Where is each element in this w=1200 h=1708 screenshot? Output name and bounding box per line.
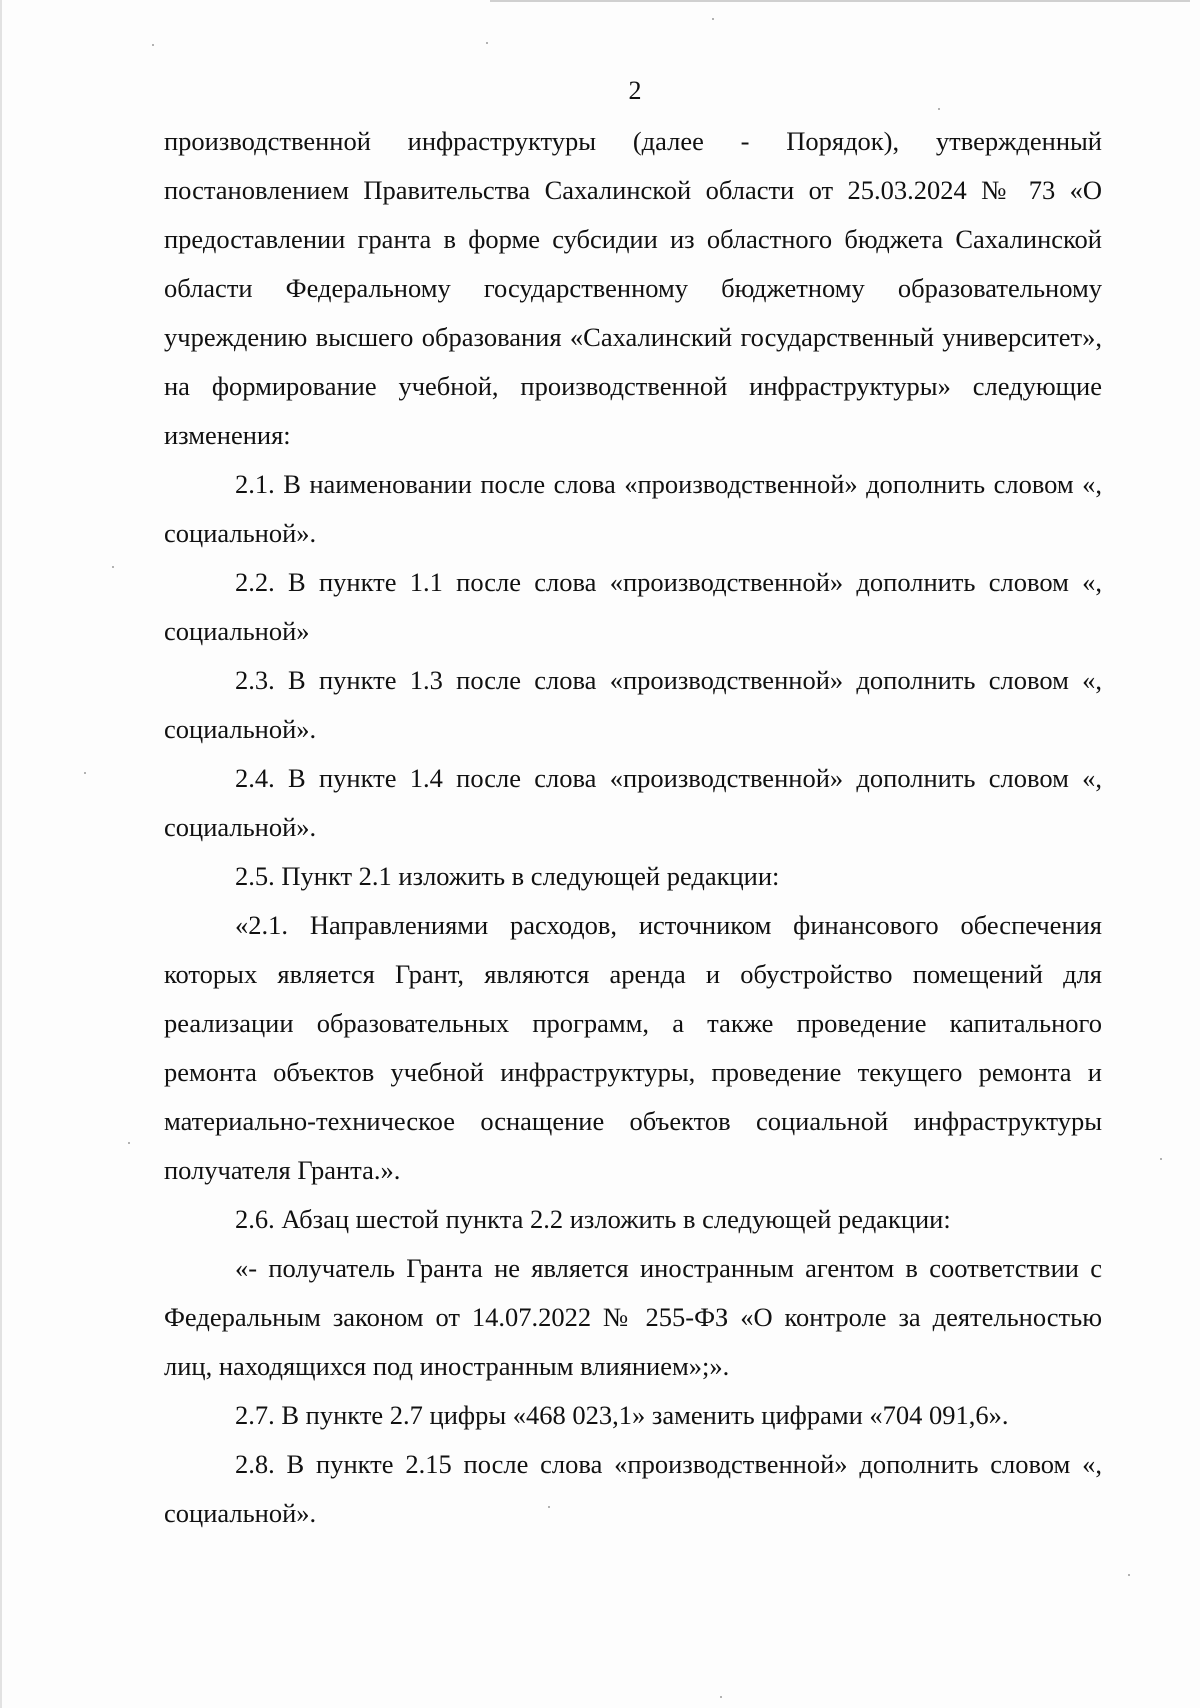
paragraph-2-2: 2.2. В пункте 1.1 после слова «производственной» дополнить словом «, социальной»	[164, 567, 1102, 646]
scan-speck	[938, 108, 940, 110]
paragraph-2-5-quote: «2.1. Направлениями расходов, источником финансового обеспечения которых является Грант, являются аренда и обустройство помещений для реализации образовательных программ, а также проведение капитального ремонта объектов учебной инфраструктуры, проведение текущего ремонта и материально-техническое оснащение объектов социальной инфраструктуры получателя Гранта.».	[164, 910, 1102, 1185]
paragraph-2-1: 2.1. В наименовании после слова «производственной» дополнить словом «, социальной».	[164, 469, 1102, 548]
scan-speck	[128, 1142, 130, 1144]
paragraph-2-6-quote: «- получатель Гранта не является иностранным агентом в соответствии с Федеральным законом от 14.07.2022 № 255-ФЗ «О контроле за деятельностью лиц, находящихся под иностранным влиянием»;».	[164, 1253, 1102, 1381]
scan-speck	[1128, 1574, 1130, 1576]
paragraph-2-7: 2.7. В пункте 2.7 цифры «468 023,1» заменить цифрами «704 091,6».	[235, 1400, 1009, 1430]
paragraph-2-6: 2.6. Абзац шестой пункта 2.2 изложить в следующей редакции:	[235, 1204, 951, 1234]
scan-speck	[112, 566, 114, 568]
page-number: 2	[628, 76, 642, 105]
scan-speck	[84, 772, 86, 774]
paragraph-2-4: 2.4. В пункте 1.4 после слова «производственной» дополнить словом «, социальной».	[164, 763, 1102, 842]
scan-speck	[152, 44, 154, 46]
scan-speck	[1160, 1158, 1162, 1160]
paragraph-2-8: 2.8. В пункте 2.15 после слова «производственной» дополнить словом «, социальной».	[164, 1449, 1102, 1528]
paragraph-2-5: 2.5. Пункт 2.1 изложить в следующей редакции:	[235, 861, 780, 891]
scan-speck	[712, 18, 714, 20]
scan-edge-line	[490, 0, 1190, 2]
scan-speck	[720, 1696, 722, 1698]
paragraph-intro: производственной инфраструктуры (далее - Порядок), утвержденный постановлением Правительства Сахалинской области от 25.03.2024 № 73 «О предоставлении гранта в форме субсидии из областного бюджета Сахалинской области Федеральному государственному бюджетному образовательному учреждению высшего образования «Сахалинский государственный университет», на формирование учебной, производственной инфраструктуры» следующие изменения:	[164, 126, 1102, 450]
scan-speck	[486, 42, 488, 44]
document-body	[164, 117, 1102, 1538]
scan-edge-line	[0, 0, 2, 1708]
paragraph-2-3: 2.3. В пункте 1.3 после слова «производственной» дополнить словом «, социальной».	[164, 665, 1102, 744]
